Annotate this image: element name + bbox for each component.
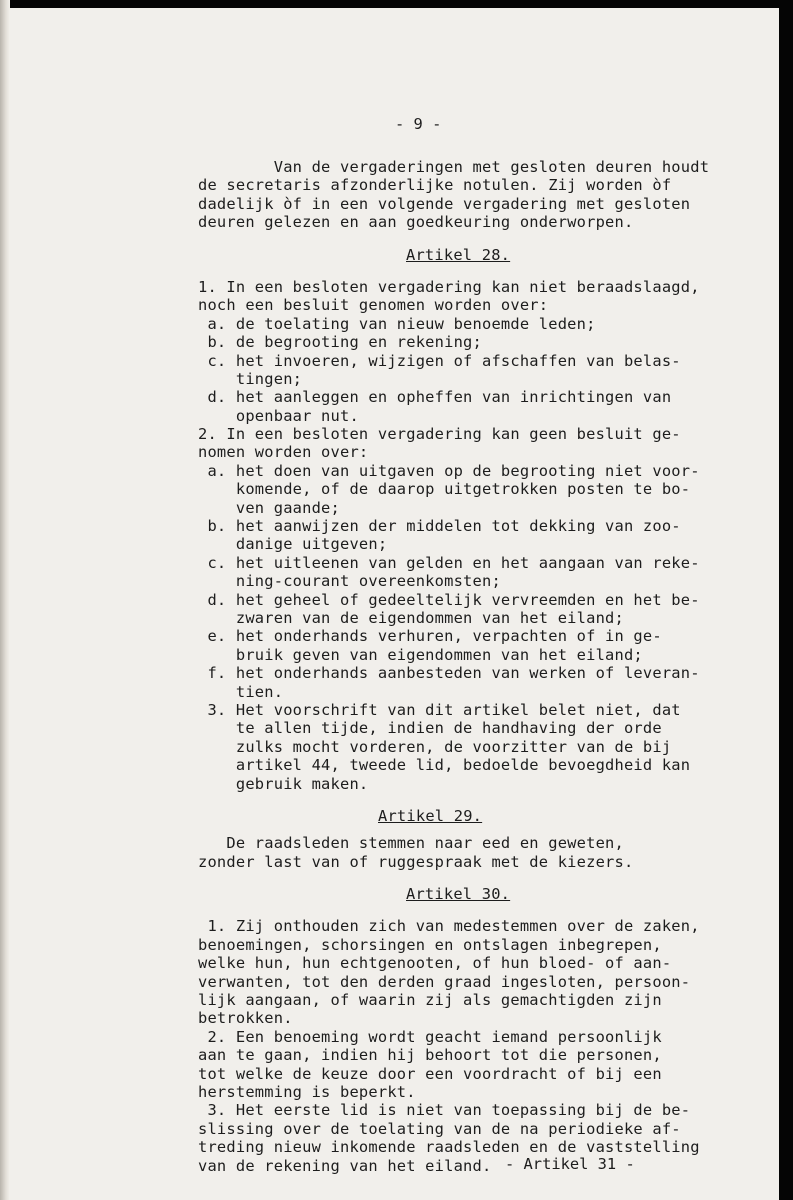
- page-number: - 9 -: [395, 115, 442, 133]
- artikel-28-line: a. het doen van uitgaven op de begrooting niet voor-: [198, 461, 700, 480]
- artikel-28-line: c. het uitleenen van gelden en het aangaan van reke-: [198, 553, 700, 572]
- scan-border-left: [0, 0, 10, 1200]
- artikel-28-line: gebruik maken.: [198, 774, 369, 793]
- artikel-28-line: tien.: [198, 682, 284, 701]
- artikel-28-line: 2. In een besloten vergadering kan geen besluit ge-: [198, 425, 681, 444]
- artikel-28-line: te allen tijde, indien de handhaving der orde: [198, 719, 662, 738]
- artikel-28-line: c. het invoeren, wijzigen of afschaffen van belas-: [198, 351, 681, 370]
- artikel-29-line: zonder last van of ruggespraak met de kiezers.: [198, 852, 634, 871]
- artikel-30-line: 3. Het eerste lid is niet van toepassing bij de be-: [198, 1101, 691, 1120]
- intro-line: dadelijk òf in een volgende vergadering met gesloten: [198, 194, 691, 213]
- document-body: [198, 112, 758, 1175]
- artikel-28-line: noch een besluit genomen worden over:: [198, 296, 549, 315]
- artikel-30-line: van de rekening van het eiland.: [198, 1156, 492, 1175]
- artikel-28-line: d. het aanleggen en opheffen van inrichtingen van: [198, 388, 672, 407]
- heading-artikel-29: Artikel 29.: [378, 806, 483, 825]
- intro-line: deuren gelezen en aan goedkeuring onderworpen.: [198, 213, 634, 232]
- artikel-30-body: [198, 917, 758, 1174]
- intro-line: de secretaris afzonderlijke notulen. Zij worden òf: [198, 176, 672, 195]
- artikel-30-line: lijk aangaan, of waarin zij als gemachtigden zijn: [198, 991, 662, 1010]
- artikel-29-body: [198, 834, 758, 871]
- artikel-28-line: bruik geven van eigendommen van het eiland;: [198, 645, 643, 664]
- artikel-30-line: herstemming is beperkt.: [198, 1082, 416, 1101]
- artikel-28-line: nomen worden over:: [198, 443, 369, 462]
- artikel-28-line: ning-courant overeenkomsten;: [198, 572, 501, 591]
- artikel-28-line: e. het onderhands verhuren, verpachten of in ge-: [198, 627, 662, 646]
- artikel-28-line: f. het onderhands aanbesteden van werken of leveran-: [198, 664, 700, 683]
- artikel-28-line: ven gaande;: [198, 498, 340, 517]
- artikel-28-line: b. het aanwijzen der middelen tot dekking van zoo-: [198, 517, 681, 536]
- artikel-28-line: 1. In een besloten vergadering kan niet beraadslaagd,: [198, 277, 700, 296]
- artikel-28-body: [198, 278, 758, 793]
- artikel-28-line: a. de toelating van nieuw benoemde leden;: [198, 314, 596, 333]
- scan-border-right: [779, 0, 793, 1200]
- artikel-28-line: openbaar nut.: [198, 406, 359, 425]
- artikel-30-line: aan te gaan, indien hij behoort tot die personen,: [198, 1046, 662, 1065]
- artikel-30-line: verwanten, tot den derden graad ingesloten, persoon-: [198, 972, 691, 991]
- artikel-28-line: artikel 44, tweede lid, bedoelde bevoegdheid kan: [198, 756, 691, 775]
- intro-paragraph: [198, 158, 758, 232]
- intro-line: Van de vergaderingen met gesloten deuren houdt: [198, 158, 710, 176]
- artikel-30-line: slissing over de toelating van de na periodieke af-: [198, 1119, 681, 1138]
- artikel-30-line: 1. Zij onthouden zich van medestemmen over de zaken,: [198, 917, 700, 936]
- heading-artikel-30: Artikel 30.: [406, 885, 511, 904]
- artikel-30-line: welke hun, hun echtgenooten, of hun bloed- of aan-: [198, 954, 672, 973]
- artikel-28-line: b. de begrooting en rekening;: [198, 333, 482, 352]
- artikel-30-line: treding nieuw inkomende raadsleden en de vaststelling: [198, 1138, 700, 1157]
- artikel-28-line: danige uitgeven;: [198, 535, 388, 554]
- artikel-28-line: 3. Het voorschrift van dit artikel belet niet, dat: [198, 700, 681, 719]
- artikel-28-line: komende, of de daarop uitgetrokken posten te bo-: [198, 480, 691, 499]
- artikel-28-line: zulks mocht vorderen, de voorzitter van de bij: [198, 737, 672, 756]
- artikel-30-line: tot welke de keuze door een voordracht of bij een: [198, 1064, 662, 1083]
- artikel-30-line: 2. Een benoeming wordt geacht iemand persoonlijk: [198, 1027, 662, 1046]
- scan-border-top: [0, 0, 793, 8]
- artikel-30-line: betrokken.: [198, 1009, 293, 1028]
- artikel-30-line: benoemingen, schorsingen en ontslagen inbegrepen,: [198, 935, 662, 954]
- artikel-28-line: zwaren van de eigendommen van het eiland;: [198, 608, 624, 627]
- artikel-28-line: d. het geheel of gedeeltelijk vervreemden en het be-: [198, 590, 700, 609]
- footer-catchword: - Artikel 31 -: [505, 1155, 635, 1173]
- heading-artikel-28: Artikel 28.: [406, 245, 511, 264]
- artikel-28-line: tingen;: [198, 369, 303, 388]
- artikel-29-line: De raadsleden stemmen naar eed en geweten,: [198, 834, 624, 853]
